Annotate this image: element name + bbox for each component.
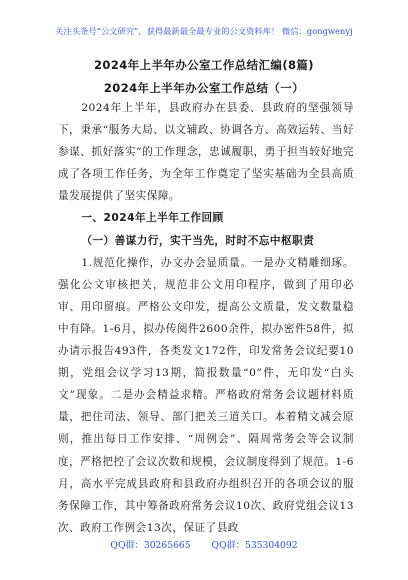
document-subtitle: 2024年上半年办公室工作总结（一） [103, 81, 305, 95]
subsection-heading: （一）善谋力行，实干当先，时时不忘中枢职责 [81, 234, 315, 247]
section-heading: 一、2024年上半年工作回顾 [81, 212, 224, 225]
document-body [58, 97, 354, 539]
footer-qq-group-1: QQ群：30265665 [110, 540, 191, 551]
footer-qq-group-2: QQ群：535304092 [211, 540, 298, 551]
body-paragraph: 1.规范化操作，办文办会显质量。一是办文精雕细琢。强化公文审核把关，规范非公文用印程序，做到了用印必审、用印留痕。严格公文印发，提高公文质量，发文数量稳中有降。1-6月，拟办传阅件2600余件，拟办密件58件，拟办请示报告493件，各类发文172件，印发常务会议纪要10期，党组会议学习13期，简报数量“0”件，无印发“白头文”现象。二是办会精益求精。严格政府常务会议题材料质量，把住司法、领导、部门把关三道关口。本着精文减会原则，推出每日工作安排、“周例会”、隔周常务会等会议制度，严格把控了会议次数和规模，会议制度得到了规范。1-6月，高水平完成县政府和县政府办组织召开的各项会议的服务保障工作，其中筹备政府常务会议10次、政府党组会议13次、政府工作例会13次，保证了县政 [58, 256, 354, 534]
document-title: 2024年上半年办公室工作总结汇编(8篇) [94, 58, 314, 72]
intro-paragraph: 2024年上半年，县政府办在县委、县政府的坚强领导下，秉承“服务大局、以文辅政、协调各方、高效运转、当好参谋、抓好落实”的工作理念，忠诚履职，勇于担当较好地完成了各项工作任务，为全年工作奠定了坚实基础为全县高质量发展提供了坚实保障。 [58, 102, 354, 203]
promo-banner: 关注头条号“公文研究”，获得最新最全最专业的公文资料库！ 微信：gongwenyj [55, 26, 353, 36]
page-footer [0, 537, 408, 551]
